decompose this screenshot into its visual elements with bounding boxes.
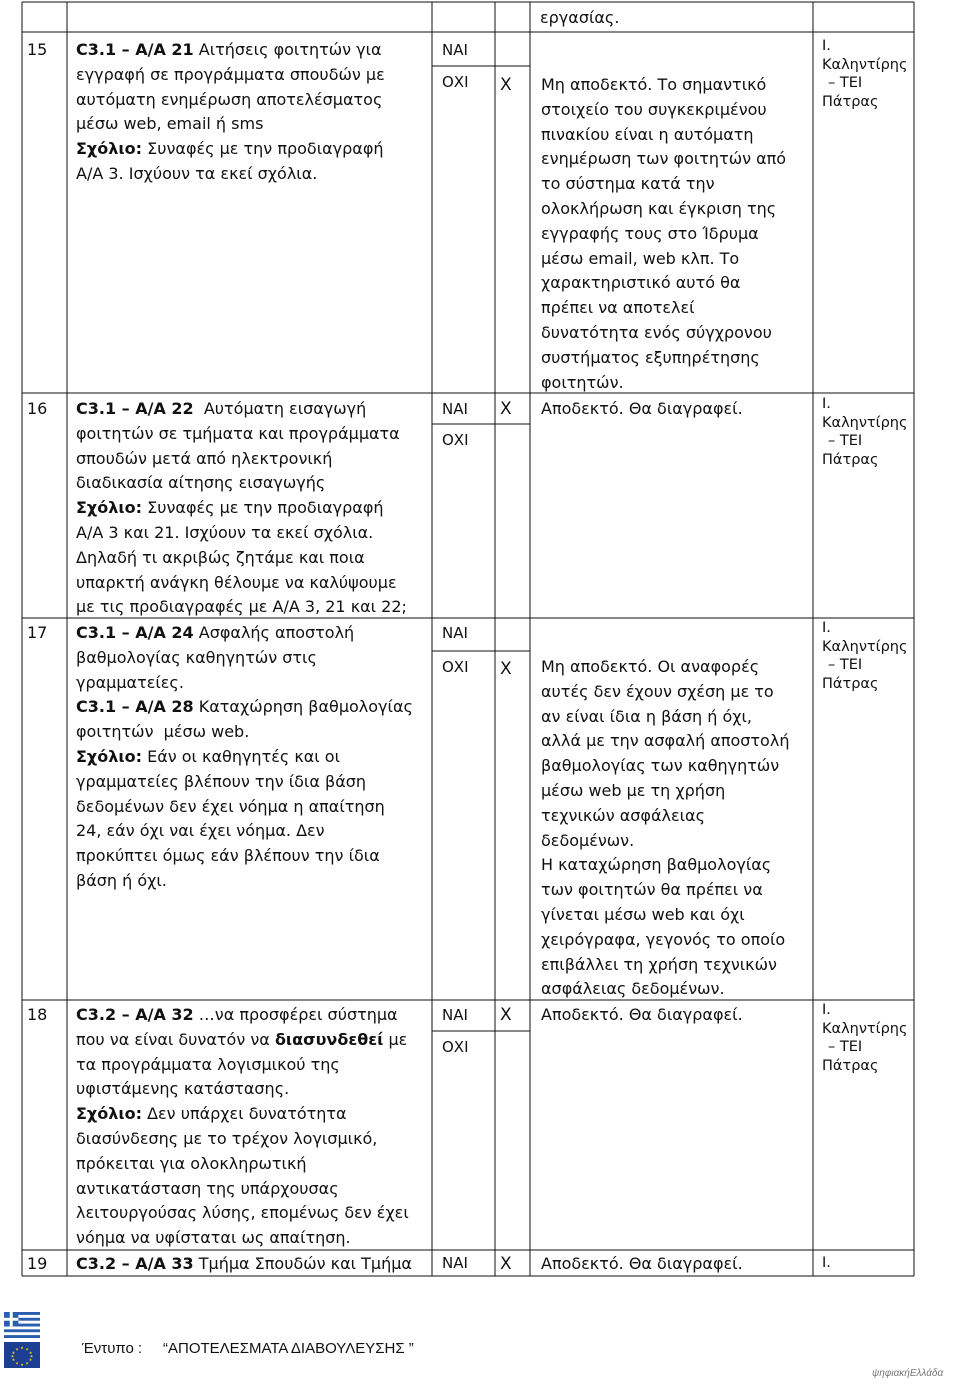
eu-flag-icon <box>4 1342 40 1368</box>
requirement-text: C3.1 – Α/Α 22 Αυτόματη εισαγωγή φοιτητών σε τμήματα και προγράμματα σπουδών μετά από ηλεκτρονική διαδικασία αίτησης εισαγωγής Σχόλιο: Συναφές με την προδιαγραφή Α/Α 3 και 21. Ισχύουν τα εκεί σχόλια. Δηλαδή τι ακριβώς ζητάμε και ποια υπαρκτή ανάγκη θέλουμε να καλύψουμε με τις προδιαγραφές με Α/Α 3, 21 και 22; <box>76 399 407 617</box>
yes-mark: Χ <box>500 1005 512 1025</box>
svg-text:★: ★ <box>25 1360 29 1366</box>
digital-greece-logo: ψηφιακήΕλλάδα <box>872 1368 944 1379</box>
svg-text:★: ★ <box>10 1353 15 1359</box>
svg-text:★: ★ <box>28 1349 33 1355</box>
author-cell: Ι. Καληντίρης – ΤΕΙ Πάτρας <box>822 620 908 692</box>
yes-option: ΝΑΙ <box>442 1006 468 1024</box>
svg-text:★: ★ <box>20 1345 24 1350</box>
continued-text: εργασίας. <box>540 8 620 27</box>
yes-mark: Χ <box>500 399 512 419</box>
author-cell: Ι. Καληντίρης – ΤΕΙ Πάτρας <box>822 396 908 468</box>
response-text: Αποδεκτό. Θα διαγραφεί. <box>541 399 743 418</box>
author-cell: Ι. <box>822 1255 831 1271</box>
response-text: Μη αποδεκτό. Το σημαντικό στοιχείο του συγκεκριμένου πινακίου είναι η αυτόματη ενημέρωση των φοιτητών από το σύστημα κατά την ολοκλήρωση και έγκριση της εγγραφής τους στο Ίδρυμα μέσω email, web κλπ. Το χαρακτηριστικό αυτό θα πρέπει να αποτελεί δυνατότητα ενός σύγχρονου συστήματος εξυπηρέτησης φοιτητών. <box>541 75 787 392</box>
svg-text:★: ★ <box>29 1353 34 1359</box>
row-number: 15 <box>27 40 48 59</box>
no-mark: Χ <box>500 75 512 95</box>
response-text: Αποδεκτό. Θα διαγραφεί. <box>541 1005 743 1024</box>
author-cell: Ι. Καληντίρης – ΤΕΙ Πάτρας <box>822 1002 908 1074</box>
requirement-text: C3.2 – Α/Α 33 Τμήμα Σπουδών και Τμήμα <box>76 1254 412 1273</box>
no-mark: Χ <box>500 659 512 679</box>
svg-text:★: ★ <box>20 1361 24 1367</box>
no-option: ΟΧΙ <box>442 431 469 449</box>
requirement-text: C3.2 – Α/Α 32 …να προσφέρει σύστημα που να είναι δυνατόν να διασυνδεθεί με τα προγράμματα λογισμικού της υφιστάμενης κατάστασης. Σχόλιο: Δεν υπάρχει δυνατότητα διασύνδεσης με το τρέχον λογισμικό, πρόκειται για ολοκληρωτική αντικατάσταση της υπάρχουσας λειτουργούσας λύσης, επομένως δεν έχει νόημα να υφίσταται ως απαίτηση. <box>76 1005 409 1248</box>
response-text: Αποδεκτό. Θα διαγραφεί. <box>541 1254 743 1273</box>
greek-flag-icon <box>4 1312 40 1338</box>
svg-text:★: ★ <box>11 1357 16 1363</box>
no-option: ΟΧΙ <box>442 658 469 676</box>
form-label: Έντυπο : <box>82 1340 143 1357</box>
requirement-text: C3.1 – Α/Α 24 Ασφαλής αποστολή βαθμολογίας καθηγητών στις γραμματείες. C3.1 – Α/Α 28 Καταχώρηση βαθμολογίας φοιτητών μέσω web. Σχόλιο: Εάν οι καθηγητές και οι γραμματείες βλέπουν την ίδια βάση δεδομένων δεν έχει νόημα η απαίτηση 24, εάν όχι ναι έχει νόημα. Δεν προκύπτει όμως εάν βλέπουν την ίδια βάση ή όχι. <box>76 623 413 890</box>
svg-text:★: ★ <box>11 1349 16 1355</box>
row-number: 17 <box>27 623 48 642</box>
no-option: ΟΧΙ <box>442 1038 469 1056</box>
yes-option: ΝΑΙ <box>442 624 468 642</box>
response-text: Μη αποδεκτό. Οι αναφορές αυτές δεν έχουν σχέση με το αν είναι ίδια η βάση ή όχι, αλλά με την ασφαλή αποστολή βαθμολογίας των καθηγητών μέσω web με τη χρήση τεχνικών ασφάλειας δεδομένων. Η καταχώρηση βαθμολογίας των φοιτητών θα πρέπει να γίνεται μέσω web και όχι χειρόγραφα, γεγονός το οποίο επιβάλλει τη χρήση τεχνικών ασφάλειας δεδομένων. <box>541 657 790 999</box>
yes-option: ΝΑΙ <box>442 400 468 418</box>
row-number: 16 <box>27 399 48 418</box>
author-cell: Ι. Καληντίρης – ΤΕΙ Πάτρας <box>822 38 908 110</box>
svg-text:★: ★ <box>15 1360 19 1366</box>
requirement-text: C3.1 – Α/Α 21 Αιτήσεις φοιτητών για εγγραφή σε προγράμματα σπουδών με αυτόματη ενημέρωση αποτελέσματος μέσω web, email ή sms Σχόλιο: Συναφές με την προδιαγραφή Α/Α 3. Ισχύουν τα εκεί σχόλια. <box>76 40 385 183</box>
yes-option: ΝΑΙ <box>442 1254 468 1272</box>
form-title: “ΑΠΟΤΕΛΕΣΜΑΤΑ ΔΙΑΒΟΥΛΕΥΣΗΣ ” <box>163 1340 414 1357</box>
no-option: ΟΧΙ <box>442 73 469 91</box>
yes-option: ΝΑΙ <box>442 41 468 59</box>
svg-text:★: ★ <box>25 1346 29 1352</box>
svg-text:★: ★ <box>28 1357 33 1363</box>
row-number: 19 <box>27 1254 48 1273</box>
yes-mark: Χ <box>500 1254 512 1274</box>
row-number: 18 <box>27 1005 48 1024</box>
svg-text:★: ★ <box>15 1346 19 1352</box>
